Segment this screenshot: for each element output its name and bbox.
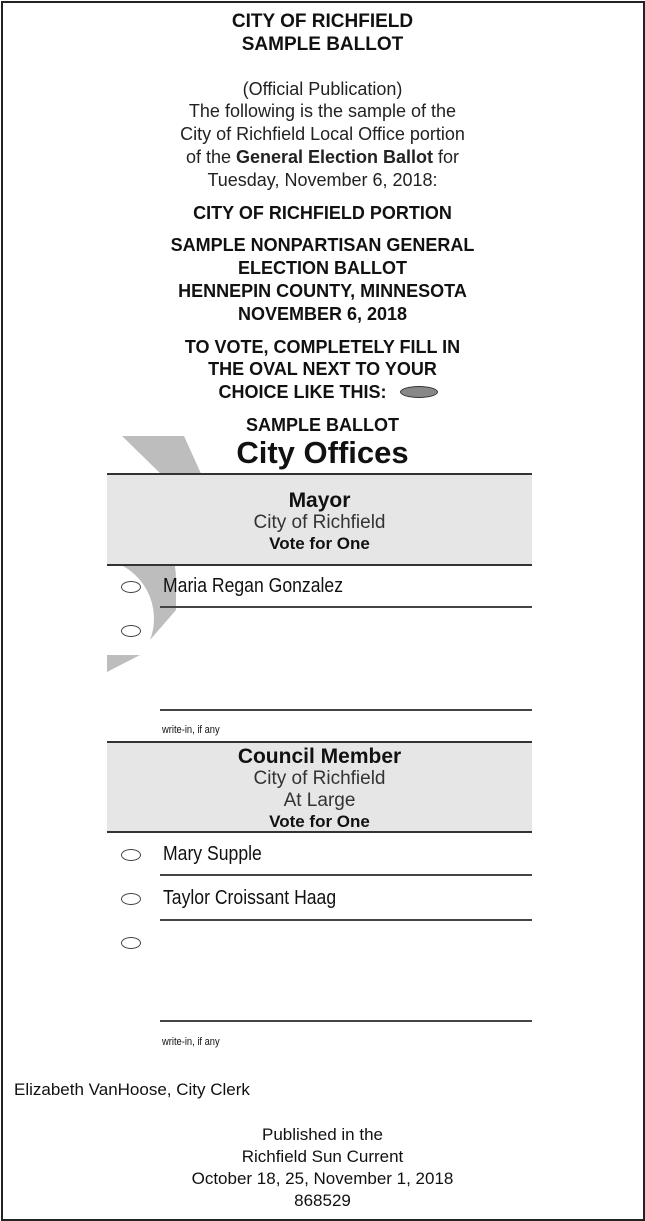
divider: [160, 874, 532, 876]
vote-for: Vote for One: [269, 812, 370, 831]
write-in-label: write-in, if any: [162, 724, 220, 736]
filled-oval-example: [400, 386, 438, 398]
instruction-line: CHOICE LIKE THIS:: [218, 382, 387, 402]
vote-oval[interactable]: [121, 849, 141, 861]
ballot-heading-line: NOVEMBER 6, 2018: [237, 304, 408, 324]
write-in-line[interactable]: [160, 1020, 532, 1022]
ballot-heading-line: ELECTION BALLOT: [238, 258, 407, 278]
vote-for: Vote for One: [269, 534, 370, 553]
sample-ballot-label: SAMPLE BALLOT: [246, 415, 399, 435]
title-line-1: CITY OF RICHFIELD: [231, 11, 414, 32]
jurisdiction: City of Richfield: [253, 768, 386, 789]
portion-heading: CITY OF RICHFIELD PORTION: [193, 203, 452, 223]
intro-text: for: [433, 147, 460, 167]
title-line-2: SAMPLE BALLOT: [241, 34, 404, 55]
intro-line: Tuesday, November 6, 2018:: [207, 170, 438, 190]
publication-line: Published in the: [262, 1125, 383, 1144]
write-in-oval[interactable]: [121, 625, 141, 637]
divider: [160, 919, 532, 921]
office-title: Council Member: [237, 745, 402, 768]
candidate-name: Taylor Croissant Haag: [163, 887, 337, 909]
intro-text: of the: [185, 147, 236, 167]
jurisdiction: City of Richfield: [253, 512, 386, 533]
publication-line: Richfield Sun Current: [241, 1147, 404, 1166]
write-in-label: write-in, if any: [162, 1036, 220, 1048]
divider: [160, 606, 532, 608]
write-in-oval[interactable]: [121, 937, 141, 949]
vote-oval[interactable]: [121, 893, 141, 905]
intro-bold-text: General Election Ballot: [235, 147, 434, 167]
council-header: [107, 741, 532, 833]
vote-oval[interactable]: [121, 581, 141, 593]
candidate-name: Mary Supple: [163, 843, 262, 865]
mayor-header: [107, 473, 532, 566]
intro-line: [0, 148, 645, 166]
intro-line: The following is the sample of the: [188, 101, 457, 121]
intro-line: (Official Publication): [242, 79, 403, 99]
publication-line: October 18, 25, November 1, 2018: [191, 1169, 454, 1188]
ballot-heading-line: HENNEPIN COUNTY, MINNESOTA: [178, 281, 467, 301]
candidate-name: Maria Regan Gonzalez: [163, 575, 344, 597]
section-title: City Offices: [236, 435, 409, 470]
instruction-line: TO VOTE, COMPLETELY FILL IN: [184, 337, 461, 357]
write-in-line[interactable]: [160, 709, 532, 711]
office-title: Mayor: [288, 489, 351, 512]
ballot-heading-line: SAMPLE NONPARTISAN GENERAL: [170, 235, 475, 255]
instruction-line: THE OVAL NEXT TO YOUR: [208, 359, 437, 379]
intro-line: City of Richfield Local Office portion: [180, 124, 465, 144]
seat: At Large: [283, 790, 356, 811]
city-clerk: Elizabeth VanHoose, City Clerk: [14, 1080, 250, 1099]
publication-id: 868529: [294, 1191, 351, 1210]
